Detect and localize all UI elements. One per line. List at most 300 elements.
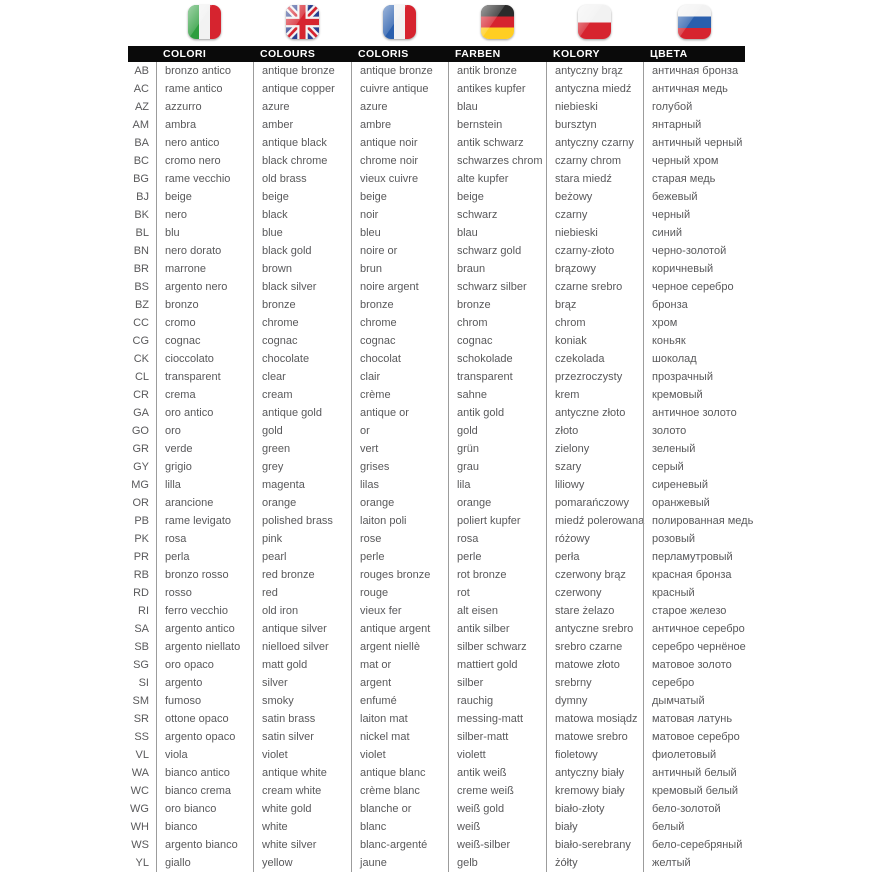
header-colours: COLOURS xyxy=(260,48,316,60)
polish-cell: pomarańczowy xyxy=(546,494,643,512)
polish-cell: krem xyxy=(546,386,643,404)
code-cell: BN xyxy=(133,245,149,257)
french-cell: ambre xyxy=(351,116,448,134)
french-cell: antique noir xyxy=(351,134,448,152)
french-cell: vieux cuivre xyxy=(351,170,448,188)
french-cell: antique argent xyxy=(351,620,448,638)
italian-cell: ferro vecchio xyxy=(156,602,253,620)
italian-cell: fumoso xyxy=(156,692,253,710)
french-cell: beige xyxy=(351,188,448,206)
italian-cell: rosso xyxy=(156,584,253,602)
polish-cell: antyczna miedź xyxy=(546,80,643,98)
french-cell: blanc xyxy=(351,818,448,836)
polish-cell: miedź polerowana xyxy=(546,512,643,530)
russian-cell: янтарный xyxy=(643,116,745,134)
german-cell: schwarz xyxy=(448,206,546,224)
english-cell: gold xyxy=(253,422,351,440)
french-cell: laiton mat xyxy=(351,710,448,728)
russian-cell: красный xyxy=(643,584,745,602)
russian-cell: дымчатый xyxy=(643,692,745,710)
italian-cell: bronzo rosso xyxy=(156,566,253,584)
code-cell: WH xyxy=(130,821,149,833)
english-cell: black silver xyxy=(253,278,351,296)
italian-cell: marrone xyxy=(156,260,253,278)
polish-cell: żółty xyxy=(546,854,643,872)
english-cell: antique black xyxy=(253,134,351,152)
italian-cell: crema xyxy=(156,386,253,404)
english-cell: smoky xyxy=(253,692,351,710)
code-cell: RI xyxy=(138,605,149,617)
polish-cell: dymny xyxy=(546,692,643,710)
english-cell: violet xyxy=(253,746,351,764)
french-cell: brun xyxy=(351,260,448,278)
german-cell: grau xyxy=(448,458,546,476)
russian-cell: матовая латунь xyxy=(643,710,745,728)
german-cell: rauchig xyxy=(448,692,546,710)
english-cell: chocolate xyxy=(253,350,351,368)
code-cell: CR xyxy=(133,389,149,401)
code-cell: AC xyxy=(133,83,149,95)
italian-cell: transparent xyxy=(156,368,253,386)
english-cell: clear xyxy=(253,368,351,386)
russian-cell: перламутровый xyxy=(643,548,745,566)
german-cell: alt eisen xyxy=(448,602,546,620)
german-cell: sahne xyxy=(448,386,546,404)
code-cell: RD xyxy=(133,587,149,599)
english-cell: antique white xyxy=(253,764,351,782)
russian-cell: золото xyxy=(643,422,745,440)
color-translation-table xyxy=(128,5,754,872)
french-cell: antique blanc xyxy=(351,764,448,782)
code-cell: YL xyxy=(135,857,149,869)
russian-cell: фиолетовый xyxy=(643,746,745,764)
italian-cell: oro xyxy=(156,422,253,440)
german-cell: lila xyxy=(448,476,546,494)
french-cell: chrome xyxy=(351,314,448,332)
italian-cell: verde xyxy=(156,440,253,458)
code-cell: AB xyxy=(134,65,149,77)
russian-cell: серый xyxy=(643,458,745,476)
italian-cell: cioccolato xyxy=(156,350,253,368)
french-cell: bleu xyxy=(351,224,448,242)
italian-cell: argento niellato xyxy=(156,638,253,656)
russian-cell: синий xyxy=(643,224,745,242)
italian-cell: ottone opaco xyxy=(156,710,253,728)
german-cell: silber-matt xyxy=(448,728,546,746)
russian-cell: оранжевый xyxy=(643,494,745,512)
code-cell: BZ xyxy=(134,299,149,311)
italian-cell: rame vecchio xyxy=(156,170,253,188)
polish-cell: przezroczysty xyxy=(546,368,643,386)
english-cell: antique silver xyxy=(253,620,351,638)
english-cell: old iron xyxy=(253,602,351,620)
german-cell: perle xyxy=(448,548,546,566)
french-cell: vert xyxy=(351,440,448,458)
german-cell: weiß-silber xyxy=(448,836,546,854)
english-cell: antique bronze xyxy=(253,62,351,80)
english-cell: antique gold xyxy=(253,404,351,422)
english-cell: cream white xyxy=(253,782,351,800)
english-cell: black xyxy=(253,206,351,224)
russian-cell: розовый xyxy=(643,530,745,548)
russian-cell: античное золото xyxy=(643,404,745,422)
english-cell: bronze xyxy=(253,296,351,314)
english-cell: black chrome xyxy=(253,152,351,170)
code-cell: RB xyxy=(133,569,149,581)
code-cell: GR xyxy=(132,443,149,455)
french-cell: nickel mat xyxy=(351,728,448,746)
english-cell: white xyxy=(253,818,351,836)
code-cell: WC xyxy=(130,785,149,797)
polish-cell: stare żelazo xyxy=(546,602,643,620)
russian-cell: черное серебро xyxy=(643,278,745,296)
code-cell: BG xyxy=(133,173,149,185)
russian-cell: зеленый xyxy=(643,440,745,458)
polish-cell: biało-złoty xyxy=(546,800,643,818)
italian-cell: bronzo xyxy=(156,296,253,314)
russian-cell: полированная медь xyxy=(643,512,745,530)
code-cell: VL xyxy=(135,749,149,761)
french-cell: noir xyxy=(351,206,448,224)
english-cell: azure xyxy=(253,98,351,116)
english-cell: white silver xyxy=(253,836,351,854)
russian-cell: голубой xyxy=(643,98,745,116)
german-cell: antik gold xyxy=(448,404,546,422)
italian-cell: nero dorato xyxy=(156,242,253,260)
german-cell: blau xyxy=(448,224,546,242)
russian-cell: белый xyxy=(643,818,745,836)
french-cell: antique or xyxy=(351,404,448,422)
russian-cell: желтый xyxy=(643,854,745,872)
german-cell: silber schwarz xyxy=(448,638,546,656)
english-cell: old brass xyxy=(253,170,351,188)
polish-cell: czarne srebro xyxy=(546,278,643,296)
code-cell: CG xyxy=(132,335,149,347)
english-cell: black gold xyxy=(253,242,351,260)
english-cell: pearl xyxy=(253,548,351,566)
polish-cell: brązowy xyxy=(546,260,643,278)
english-cell: satin brass xyxy=(253,710,351,728)
german-cell: rosa xyxy=(448,530,546,548)
italian-cell: lilla xyxy=(156,476,253,494)
code-cell: CC xyxy=(133,317,149,329)
code-cell: AM xyxy=(132,119,149,131)
english-cell: orange xyxy=(253,494,351,512)
french-cell: noire argent xyxy=(351,278,448,296)
russian-cell: коньяк xyxy=(643,332,745,350)
italian-cell: argento antico xyxy=(156,620,253,638)
russian-cell: прозрачный xyxy=(643,368,745,386)
code-cell: OR xyxy=(132,497,149,509)
italian-cell: beige xyxy=(156,188,253,206)
german-cell: violett xyxy=(448,746,546,764)
italian-cell: grigio xyxy=(156,458,253,476)
english-cell: magenta xyxy=(253,476,351,494)
polish-cell: czekolada xyxy=(546,350,643,368)
russian-cell: серебро чернёное xyxy=(643,638,745,656)
german-cell: antik bronze xyxy=(448,62,546,80)
polish-cell: niebieski xyxy=(546,224,643,242)
french-cell: argent niellè xyxy=(351,638,448,656)
code-cell: CK xyxy=(133,353,149,365)
german-cell: antik weiß xyxy=(448,764,546,782)
italian-cell: ambra xyxy=(156,116,253,134)
english-cell: yellow xyxy=(253,854,351,872)
code-cell: CL xyxy=(134,371,149,383)
german-cell: schokolade xyxy=(448,350,546,368)
russian-cell: бело-серебряный xyxy=(643,836,745,854)
french-cell: vieux fer xyxy=(351,602,448,620)
french-cell: bronze xyxy=(351,296,448,314)
russian-cell: кремовый xyxy=(643,386,745,404)
polish-cell: perła xyxy=(546,548,643,566)
italian-cell: nero xyxy=(156,206,253,224)
german-cell: antikes kupfer xyxy=(448,80,546,98)
italian-cell: nero antico xyxy=(156,134,253,152)
italian-cell: azzurro xyxy=(156,98,253,116)
german-cell: gold xyxy=(448,422,546,440)
english-cell: silver xyxy=(253,674,351,692)
russian-cell: античная бронза xyxy=(643,62,745,80)
polish-cell: srebrny xyxy=(546,674,643,692)
uk-flag-icon xyxy=(286,5,319,39)
code-cell: PB xyxy=(134,515,149,527)
header-coloris: COLORIS xyxy=(358,48,409,60)
german-cell: grün xyxy=(448,440,546,458)
french-cell: jaune xyxy=(351,854,448,872)
italy-flag-icon xyxy=(188,5,221,39)
polish-cell: fioletowy xyxy=(546,746,643,764)
italian-cell: oro opaco xyxy=(156,656,253,674)
english-cell: blue xyxy=(253,224,351,242)
german-cell: weiß xyxy=(448,818,546,836)
french-cell: rouges bronze xyxy=(351,566,448,584)
french-cell: laiton poli xyxy=(351,512,448,530)
code-cell: BJ xyxy=(136,191,149,203)
german-cell: alte kupfer xyxy=(448,170,546,188)
german-cell: antik silber xyxy=(448,620,546,638)
polish-cell: antyczny biały xyxy=(546,764,643,782)
french-cell: antique bronze xyxy=(351,62,448,80)
german-cell: transparent xyxy=(448,368,546,386)
italian-cell: argento opaco xyxy=(156,728,253,746)
code-cell: BL xyxy=(135,227,149,239)
polish-cell: koniak xyxy=(546,332,643,350)
french-cell: argent xyxy=(351,674,448,692)
german-cell: schwarzes chrom xyxy=(448,152,546,170)
german-cell: antik schwarz xyxy=(448,134,546,152)
german-cell: schwarz gold xyxy=(448,242,546,260)
polish-cell: czarny xyxy=(546,206,643,224)
code-cell: AZ xyxy=(134,101,149,113)
french-cell: cuivre antique xyxy=(351,80,448,98)
russian-cell: хром xyxy=(643,314,745,332)
italian-cell: viola xyxy=(156,746,253,764)
english-cell: brown xyxy=(253,260,351,278)
russian-cell: бронза xyxy=(643,296,745,314)
polish-cell: bursztyn xyxy=(546,116,643,134)
french-cell: crème blanc xyxy=(351,782,448,800)
french-cell: grises xyxy=(351,458,448,476)
italian-cell: arancione xyxy=(156,494,253,512)
polish-cell: liliowy xyxy=(546,476,643,494)
russian-cell: черный хром xyxy=(643,152,745,170)
english-cell: red xyxy=(253,584,351,602)
german-cell: rot bronze xyxy=(448,566,546,584)
english-cell: red bronze xyxy=(253,566,351,584)
english-cell: amber xyxy=(253,116,351,134)
italian-cell: oro bianco xyxy=(156,800,253,818)
french-cell: blanc-argenté xyxy=(351,836,448,854)
italian-cell: oro antico xyxy=(156,404,253,422)
russian-cell: бежевый xyxy=(643,188,745,206)
polish-cell: antyczne złoto xyxy=(546,404,643,422)
russian-cell: коричневый xyxy=(643,260,745,278)
french-cell: chocolat xyxy=(351,350,448,368)
polish-cell: matowa mosiądz xyxy=(546,710,643,728)
code-cell: BK xyxy=(134,209,149,221)
french-cell: or xyxy=(351,422,448,440)
code-cell: BS xyxy=(134,281,149,293)
code-cell: PR xyxy=(133,551,149,563)
code-cell: PK xyxy=(134,533,149,545)
french-cell: enfumé xyxy=(351,692,448,710)
german-cell: creme weiß xyxy=(448,782,546,800)
polish-cell: chrom xyxy=(546,314,643,332)
header-farben: FARBEN xyxy=(455,48,501,60)
french-cell: azure xyxy=(351,98,448,116)
russian-cell: античная медь xyxy=(643,80,745,98)
english-cell: grey xyxy=(253,458,351,476)
italian-cell: rame antico xyxy=(156,80,253,98)
header-cveta: ЦВЕТА xyxy=(650,48,688,60)
polish-cell: biało-serebrany xyxy=(546,836,643,854)
polish-cell: czarny-złoto xyxy=(546,242,643,260)
english-cell: cognac xyxy=(253,332,351,350)
french-cell: rose xyxy=(351,530,448,548)
german-cell: chrom xyxy=(448,314,546,332)
italian-cell: cognac xyxy=(156,332,253,350)
polish-cell: biały xyxy=(546,818,643,836)
french-cell: rouge xyxy=(351,584,448,602)
italian-cell: perla xyxy=(156,548,253,566)
polish-cell: matowe złoto xyxy=(546,656,643,674)
polish-cell: kremowy biały xyxy=(546,782,643,800)
polish-cell: czarny chrom xyxy=(546,152,643,170)
english-cell: chrome xyxy=(253,314,351,332)
code-cell: MG xyxy=(131,479,149,491)
russian-cell: черно-золотой xyxy=(643,242,745,260)
english-cell: satin silver xyxy=(253,728,351,746)
polish-cell: matowe srebro xyxy=(546,728,643,746)
german-cell: gelb xyxy=(448,854,546,872)
italian-cell: blu xyxy=(156,224,253,242)
russian-cell: шоколад xyxy=(643,350,745,368)
french-cell: blanche or xyxy=(351,800,448,818)
russian-cell: кремовый белый xyxy=(643,782,745,800)
italian-cell: bianco xyxy=(156,818,253,836)
russian-cell: матовое серебро xyxy=(643,728,745,746)
polish-cell: niebieski xyxy=(546,98,643,116)
header-kolory: KOLORY xyxy=(553,48,600,60)
table-body xyxy=(128,62,754,872)
french-cell: mat or xyxy=(351,656,448,674)
english-cell: matt gold xyxy=(253,656,351,674)
french-cell: cognac xyxy=(351,332,448,350)
french-cell: violet xyxy=(351,746,448,764)
english-cell: green xyxy=(253,440,351,458)
code-cell: BC xyxy=(133,155,149,167)
german-cell: blau xyxy=(448,98,546,116)
german-cell: mattiert gold xyxy=(448,656,546,674)
russian-cell: античное серебро xyxy=(643,620,745,638)
code-cell: SI xyxy=(138,677,149,689)
polish-cell: zielony xyxy=(546,440,643,458)
german-cell: cognac xyxy=(448,332,546,350)
polish-cell: beżowy xyxy=(546,188,643,206)
france-flag-icon xyxy=(383,5,416,39)
polish-cell: srebro czarne xyxy=(546,638,643,656)
german-cell: braun xyxy=(448,260,546,278)
italian-cell: rame levigato xyxy=(156,512,253,530)
russian-cell: черный xyxy=(643,206,745,224)
italian-cell: bianco antico xyxy=(156,764,253,782)
polish-cell: antyczny brąz xyxy=(546,62,643,80)
code-cell: WA xyxy=(131,767,149,779)
code-cell: GY xyxy=(133,461,149,473)
code-cell: BA xyxy=(134,137,149,149)
polish-cell: antyczny czarny xyxy=(546,134,643,152)
german-cell: weiß gold xyxy=(448,800,546,818)
russian-cell: красная бронза xyxy=(643,566,745,584)
polish-cell: stara miedź xyxy=(546,170,643,188)
russian-cell: античный белый xyxy=(643,764,745,782)
russian-cell: матовое золото xyxy=(643,656,745,674)
header-colori: COLORI xyxy=(163,48,207,60)
english-cell: cream xyxy=(253,386,351,404)
german-cell: poliert kupfer xyxy=(448,512,546,530)
italian-cell: rosa xyxy=(156,530,253,548)
french-cell: lilas xyxy=(351,476,448,494)
german-cell: rot xyxy=(448,584,546,602)
russian-cell: бело-золотой xyxy=(643,800,745,818)
polish-cell: złoto xyxy=(546,422,643,440)
english-cell: polished brass xyxy=(253,512,351,530)
italian-cell: bianco crema xyxy=(156,782,253,800)
french-cell: perle xyxy=(351,548,448,566)
french-cell: noire or xyxy=(351,242,448,260)
english-cell: beige xyxy=(253,188,351,206)
german-cell: bernstein xyxy=(448,116,546,134)
code-cell: BR xyxy=(133,263,149,275)
italian-cell: argento xyxy=(156,674,253,692)
russian-cell: серебро xyxy=(643,674,745,692)
french-cell: orange xyxy=(351,494,448,512)
english-cell: nielloed silver xyxy=(253,638,351,656)
code-cell: SB xyxy=(134,641,149,653)
polish-cell: antyczne srebro xyxy=(546,620,643,638)
polish-cell: brąz xyxy=(546,296,643,314)
poland-flag-icon xyxy=(578,5,611,39)
russian-cell: сиреневый xyxy=(643,476,745,494)
german-cell: messing-matt xyxy=(448,710,546,728)
german-cell: beige xyxy=(448,188,546,206)
italian-cell: argento bianco xyxy=(156,836,253,854)
italian-cell: giallo xyxy=(156,854,253,872)
table-header-bar xyxy=(128,46,745,62)
russian-cell: античный черный xyxy=(643,134,745,152)
code-cell: SS xyxy=(134,731,149,743)
